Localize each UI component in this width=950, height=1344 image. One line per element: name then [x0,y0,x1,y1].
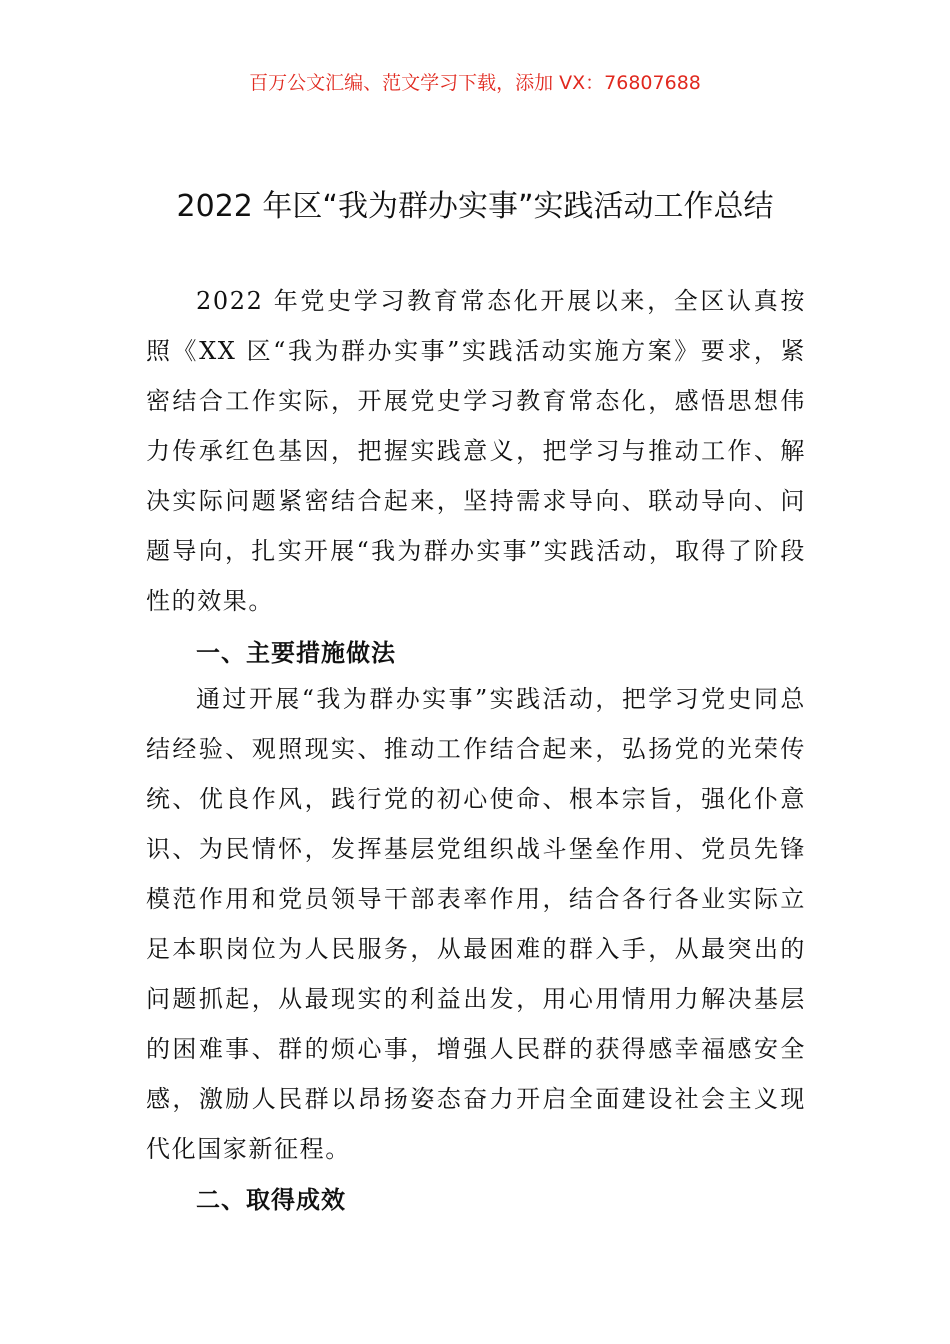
measures-section [146,674,806,1174]
document-title: 2022 年区“我为群办实事”实践活动工作总结 [176,189,774,224]
section-heading-results: 二、取得成效 [196,1186,346,1214]
intro-section [146,276,806,626]
intro-paragraph: 2022 年党史学习教育常态化开展以来，全区认真按照《XX 区“我为群办实事”实践活动实施方案》要求，紧密结合工作实际，开展党史学习教育常态化，感悟思想伟力传承红色基因，把握实践意义，把学习与推动工作、解决实际问题紧密结合起来，坚持需求导向、联动导向、问题导向，扎实开展“我为群办实事”实践活动，取得了阶段性的效果。 [146,287,806,615]
promo-banner-text: 百万公文汇编、范文学习下载，添加 VX：76807688 [249,72,701,94]
section-heading-measures: 一、主要措施做法 [196,639,396,667]
measures-paragraph: 通过开展“我为群办实事”实践活动，把学习党史同总结经验、观照现实、推动工作结合起来，弘扬党的光荣传统、优良作风，践行党的初心使命、根本宗旨，强化仆意识、为民情怀，发挥基层党组织战斗堡垒作用、党员先锋模范作用和党员领导干部表率作用，结合各行各业实际立足本职岗位为人民服务，从最困难的群入手，从最突出的问题抓起，从最现实的利益出发，用心用情用力解决基层的困难事、群的烦心事，增强人民群的获得感幸福感安全感，激励人民群以昂扬姿态奋力开启全面建设社会主义现代化国家新征程。 [146,685,806,1163]
